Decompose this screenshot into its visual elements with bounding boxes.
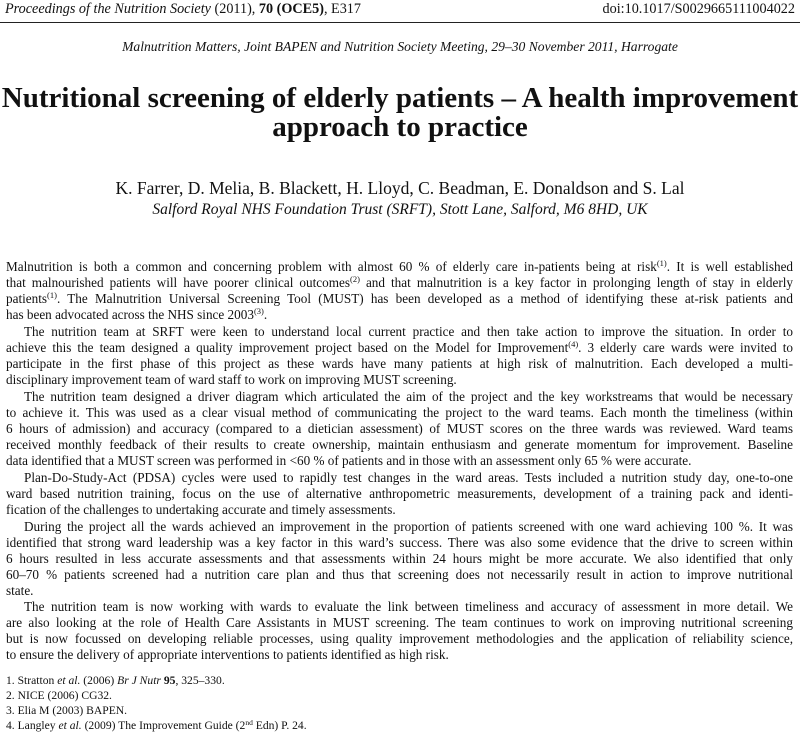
body-line: identified that strong ward leadership was a key factor in this ward’s success. There was also some evidence that the drive to screen within: [6, 535, 793, 550]
body-line: During the project all the wards achieved an improvement in the proportion of patients screened with one ward achieving 100 %. It was: [24, 519, 793, 534]
citation-marker: (1): [656, 258, 667, 268]
body-line: state.: [6, 583, 34, 598]
doi[interactable]: doi:10.1017/S0029665111004022: [602, 1, 795, 17]
body-line: that malnourished patients will have poorer clinical outcomes$^{(2)}$ and that malnutrition is a key factor in prolonging length of stay in elderly: [6, 274, 793, 290]
title-line-1: Nutritional screening of elderly patients – A health improvement: [1, 82, 799, 114]
header-rule: [0, 22, 800, 23]
body-line: achieve this the team designed a quality improvement project based on the Model for Improvement$^{(4)}$. 3 elderly care wards were invited to: [6, 339, 793, 355]
article-id: , E317: [323, 1, 361, 17]
journal-volume: 70 (OCE5): [258, 1, 324, 17]
reference-item: 4. Langley et al. (2009) The Improvement Guide (2nd Edn) P. 24.: [6, 718, 307, 732]
body-line: disciplinary improvement team of ward staff to work on improving MUST screening.: [6, 372, 457, 387]
body-line: 6 hours of admission) and accuracy (compared to a dietician assessment) of MUST scores on the three wards was reviewed. Ward teams: [6, 421, 793, 436]
body-line: Plan-Do-Study-Act (PDSA) cycles were used to rapidly test changes in the ward areas. Tests included a nutrition study day, one-to-one: [24, 470, 793, 485]
citation-marker: (1): [47, 290, 57, 300]
body-line: to achieve it. This was used as a clear visual method of communicating the project to the ward teams. Each month the timeliness (within: [6, 405, 793, 420]
body-line: participate in the first phase of this project as these wards have many patients at high risk of malnutrition. Each developed a multi-: [6, 356, 793, 371]
body-line: 60–70 % patients screened had a nutrition care plan and thus that screening does not necessarily result in action to improve nutritional: [6, 567, 793, 582]
body-line: 6 hours resulted in less accurate assessments and that assessments within 24 hours might be more accurate. We also identified that only: [6, 551, 793, 566]
authors: K. Farrer, D. Melia, B. Blackett, H. Lloyd, C. Beadman, E. Donaldson and S. Lal: [115, 178, 685, 198]
journal-name: Proceedings of the Nutrition Society: [5, 1, 211, 17]
title-line-2: approach to practice: [272, 111, 528, 143]
citation-marker: (2): [349, 274, 360, 284]
reference-item: 3. Elia M (2003) BAPEN.: [6, 704, 128, 717]
article-title: [0, 84, 800, 142]
body-line: The nutrition team designed a driver diagram which articulated the aim of the project and the key workstreams that would be necessary: [24, 389, 793, 404]
body-line: fication of the challenges to undertaking accurate and timely assessments.: [6, 502, 396, 517]
body-line: patients$^{(1)}$. The Malnutrition Universal Screening Tool (MUST) has been developed as a method of identifying these at-risk patients and: [6, 290, 793, 306]
body-line: data identified that a MUST screen was performed in <60 % of patients and in those with an assessment only 65 % were accurate.: [6, 453, 692, 468]
meeting-line: Malnutrition Matters, Joint BAPEN and Nutrition Society Meeting, 29–30 November 2011, Harrogate: [122, 39, 678, 54]
body-line: are also looking at the role of Health Care Assistants in MUST screening. The team continues to work on improving nutritional screening: [6, 615, 793, 630]
body-line: The nutrition team at SRFT were keen to understand local current practice and then take action to improve the situation. In order to: [24, 324, 793, 339]
body-line: The nutrition team is now working with wards to evaluate the link between timeliness and accuracy of assessment in more detail. We: [24, 599, 793, 614]
body-line: to ensure the delivery of appropriate interventions to patients identified as high risk.: [6, 647, 449, 662]
body-line: Malnutrition is both a common and concerning problem with almost 60 % of elderly care in-patients being at risk$^{(1)}$. It is well established: [6, 258, 794, 274]
citation-marker: (4): [568, 339, 579, 349]
body-line: but is now focussed on developing reliable processes, using quality improvement methodologies and the application of reliability science,: [6, 631, 793, 646]
body-line: ward based nutrition training, focus on the use of alternative anthropometric measurements, development of a training pack and identi-: [6, 486, 793, 501]
journal-year: (2011),: [210, 1, 259, 17]
journal-citation: [5, 1, 361, 18]
body-line: has been advocated across the NHS since 2003$^{(3)}$.: [6, 306, 268, 322]
reference-item: 2. NICE (2006) CG32.: [6, 689, 112, 702]
body-line: received monthly feedback of their results to create ownership, maintain enthusiasm and generate momentum for improvement. Baseline: [6, 437, 793, 452]
reference-item: 1. Stratton et al. (2006) Br J Nutr 95, 325–330.: [6, 674, 225, 687]
affiliation: Salford Royal NHS Foundation Trust (SRFT), Stott Lane, Salford, M6 8HD, UK: [152, 201, 648, 218]
citation-marker: (3): [253, 306, 264, 316]
